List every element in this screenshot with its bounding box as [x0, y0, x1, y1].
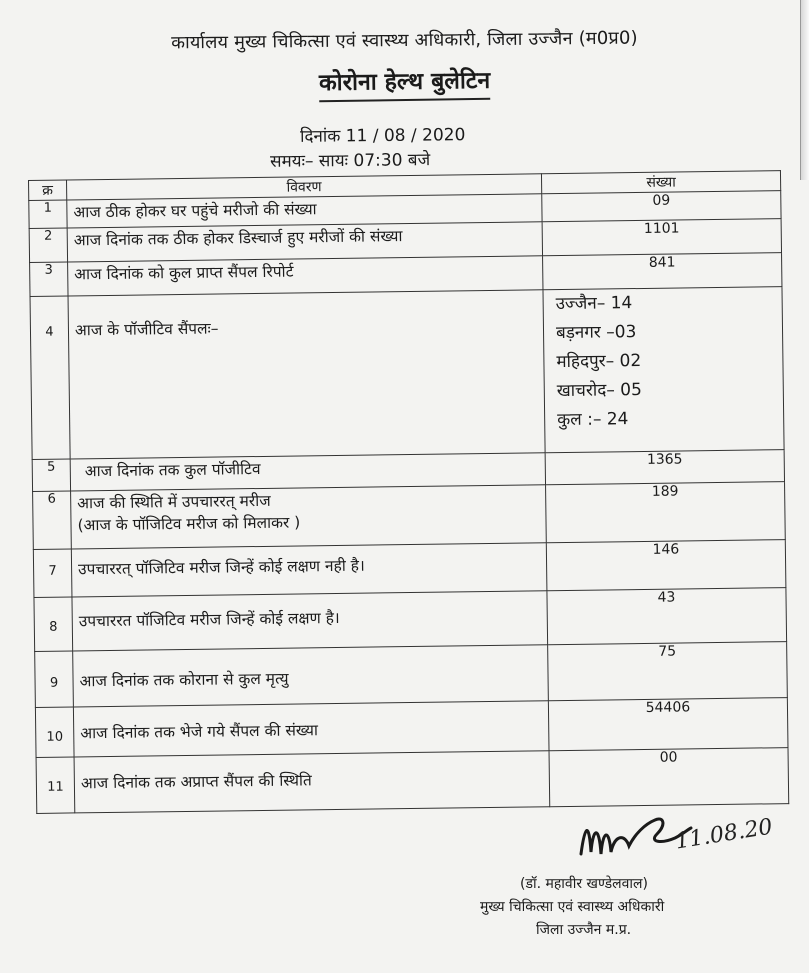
positive-breakdown-list [549, 287, 777, 435]
breakdown-badnagar: बड़नगर –03 [555, 322, 637, 344]
row-sr: 5 [32, 459, 70, 491]
row-description: आज दिनांक तक कोराना से कुल मृत्यु [73, 645, 549, 707]
row-description: आज के पॉजीटिव सैंपलः– [68, 290, 545, 459]
time-line: समयः– सायः 07:30 बजे [269, 150, 431, 172]
table-row [30, 287, 784, 460]
signature-block [480, 790, 809, 973]
table-row [34, 588, 787, 652]
breakdown-ujjain: उज्जैन– 14 [555, 293, 633, 315]
row-sr: 9 [35, 651, 74, 707]
officer-designation: मुख्य चिकित्सा एवं स्वास्थ्य अधिकारी [480, 899, 665, 915]
breakdown-mahidpur: महिदपुर– 02 [556, 350, 642, 373]
header-sr: क्र [29, 180, 67, 200]
row-sr: 4 [30, 296, 70, 459]
row-description-line2: (आज के पॉजिटिव मरीज को मिलाकर ) [77, 513, 301, 535]
row-description: आज दिनांक को कुल प्राप्त सैंपल रिपोर्ट [68, 256, 543, 296]
row-description: आज दिनांक तक कुल पॉजीटिव [70, 453, 545, 491]
date-line: दिनांक 11 / 08 / 2020 [299, 125, 466, 147]
row-description: उपचाररत् पॉजिटिव मरीज जिन्हें कोई लक्षण नही है। [71, 543, 547, 597]
row-sr: 11 [36, 757, 75, 813]
bulletin-table [28, 170, 789, 814]
office-heading: कार्यालय मुख्य चिकित्सा एवं स्वास्थ्य अधिकारी, जिला उज्जैन (म0प्र0) [171, 27, 638, 54]
header-description: विवरण [67, 174, 542, 200]
row-sr: 6 [33, 491, 72, 549]
row-sr: 3 [30, 262, 68, 296]
row-sr: 1 [29, 200, 67, 228]
breakdown-khachrod: खाचरोद– 05 [556, 379, 642, 402]
row-description: उपचाररत पॉजिटिव मरीज जिन्हें कोई लक्षण है। [72, 591, 548, 651]
row-sr: 7 [33, 549, 72, 597]
handwritten-date: 11.08.20 [673, 814, 775, 855]
table-row [35, 642, 788, 708]
header-count: संख्या [541, 171, 780, 194]
row-value: 189 [546, 482, 786, 543]
row-value: 146 [546, 540, 786, 591]
row-description: आज दिनांक तक ठीक होकर डिस्चार्ज हुए मरीजों की संख्या [67, 222, 542, 262]
row-value: 75 [548, 642, 788, 701]
officer-name: (डॉ. महावीर खण्डेलवाल) [520, 876, 648, 892]
row-description-line1: आज की स्थिति में उपचाररत् मरीज [77, 491, 271, 513]
row-sr: 8 [34, 597, 73, 651]
row-value: 54406 [548, 698, 788, 751]
row-description: आज दिनांक तक अप्राप्त सैंपल की स्थिति [74, 751, 550, 813]
bulletin-table-wrapper [28, 170, 788, 830]
row-value: 43 [547, 588, 787, 645]
title-container [0, 64, 809, 101]
bulletin-title: कोरोना हेल्थ बुलेटिन [319, 63, 491, 102]
breakdown-total: कुल :– 24 [557, 409, 629, 431]
row-value: 841 [543, 253, 782, 290]
row-value: 1101 [542, 219, 781, 256]
row-description: आज दिनांक तक भेजे गये सैंपल की संख्या [73, 701, 549, 757]
row-description [71, 485, 547, 549]
positive-breakdown-cell [543, 287, 784, 453]
table-row [33, 482, 786, 550]
row-sr: 2 [29, 228, 67, 262]
row-sr: 10 [35, 707, 74, 757]
row-value: 1365 [545, 450, 784, 485]
row-value: 00 [549, 748, 789, 807]
row-description: आज ठीक होकर घर पहुंचे मरीजो की संख्या [67, 194, 542, 228]
officer-district: जिला उज्जैन म.प्र. [536, 922, 632, 938]
row-value: 09 [542, 191, 781, 222]
